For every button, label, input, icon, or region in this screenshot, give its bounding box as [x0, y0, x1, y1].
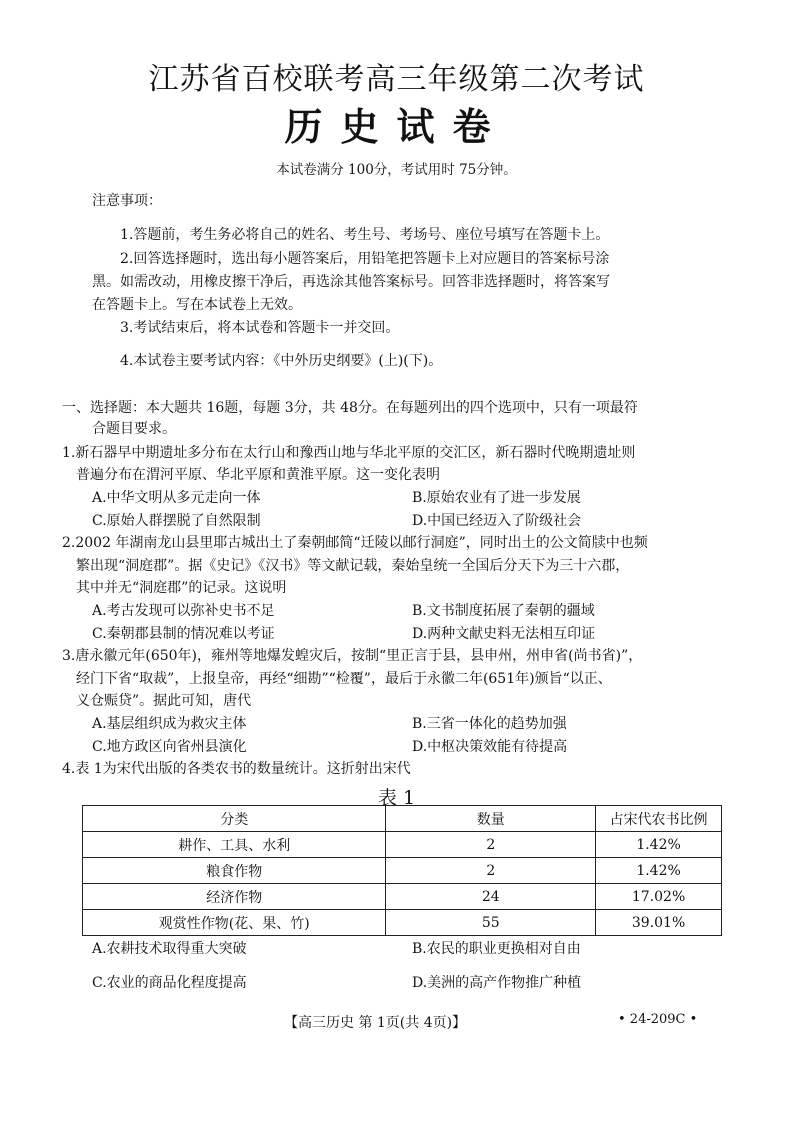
question-3-stem: 3.唐永徽元年(650年)，雍州等地爆发蝗灾后，按制“里正言于县，县申州，州申省(尚书省)”， — [62, 648, 643, 664]
table-cell: 17.02% — [596, 884, 722, 910]
question-1-stem: 普遍分布在渭河平原、华北平原和黄淮平原。这一变化表明 — [76, 467, 440, 483]
table-cell: 1.42% — [596, 832, 722, 858]
notice-heading: 注意事项： — [92, 193, 162, 209]
table-cell: 经济作物 — [83, 884, 386, 910]
section-heading-cont: 合题目要求。 — [92, 421, 176, 437]
question-2-stem: 繁出现“洞庭郡”。据《史记》《汉书》等文献记载，秦始皇统一全国后分天下为三十六郡， — [76, 558, 630, 574]
question-3-stem: 经门下省“取裁”，上报皇帝，再经“细勘”“检覆”，最后于永徽二年(651年)颁旨“以正、 — [76, 671, 612, 687]
question-3-stem: 义仓赈贷”。据此可知，唐代 — [76, 693, 252, 709]
table-cell: 24 — [386, 884, 596, 910]
question-1-option-d: D.中国已经迈入了阶级社会 — [412, 513, 582, 529]
table-header-cell: 占宋代农书比例 — [596, 806, 722, 832]
table-header-row — [83, 806, 722, 832]
question-2-option-d: D.两种文献史料无法相互印证 — [412, 626, 596, 642]
table-row — [83, 832, 722, 858]
notice-line: 3.考试结束后，将本试卷和答题卡一并交回。 — [120, 320, 400, 336]
table-cell: 39.01% — [596, 910, 722, 936]
table-cell: 观赏性作物(花、果、竹) — [83, 910, 386, 936]
notice-line: 2.回答选择题时，选出每小题答案后，用铅笔把答题卡上对应题目的答案标号涂 — [120, 251, 610, 267]
section-heading: 一、选择题：本大题共 16题，每题 3分，共 48分。在每题列出的四个选项中，只有一项最符 — [62, 400, 638, 416]
notice-line: 黑。如需改动，用橡皮擦干净后，再选涂其他答案标号。回答非选择题时，将答案写 — [92, 274, 610, 290]
question-2-stem: 其中并无“洞庭郡”的记录。这说明 — [76, 580, 287, 596]
table-row — [83, 858, 722, 884]
table-cell: 2 — [386, 832, 596, 858]
table-cell: 55 — [386, 910, 596, 936]
table-cell: 耕作、工具、水利 — [83, 832, 386, 858]
page-footer: 【高三历史 第 1页(共 4页)】 — [284, 1015, 467, 1031]
question-1-stem: 1.新石器早中期遗址多分布在太行山和豫西山地与华北平原的交汇区，新石器时代晚期遗址则 — [62, 445, 636, 461]
question-2-option-a: A.考古发现可以弥补史书不足 — [92, 603, 275, 619]
question-3-option-d: D.中枢决策效能有待提高 — [412, 739, 568, 755]
question-1-option-b: B.原始农业有了进一步发展 — [412, 490, 581, 506]
question-3-option-a: A.基层组织成为救灾主体 — [92, 716, 247, 732]
question-2-option-c: C.秦朝郡县制的情况难以考证 — [92, 626, 275, 642]
question-1-option-a: A.中华文明从多元走向一体 — [92, 490, 261, 506]
paper-code: • 24-209C • — [618, 1012, 698, 1027]
table-cell: 粮食作物 — [83, 858, 386, 884]
table-row — [83, 910, 722, 936]
question-4-stem: 4.表 1为宋代出版的各类农书的数量统计。这折射出宋代 — [62, 761, 411, 777]
data-table — [82, 805, 722, 936]
question-3-option-c: C.地方政区向省州县演化 — [92, 739, 247, 755]
question-3-option-b: B.三省一体化的趋势加强 — [412, 716, 567, 732]
notice-line: 1.答题前，考生务必将自己的姓名、考生号、考场号、座位号填写在答题卡上。 — [120, 227, 610, 243]
question-2-stem: 2.2002 年湖南龙山县里耶古城出土了秦朝邮简“迁陵以邮行洞庭”，同时出土的公文简牍中也频 — [62, 535, 648, 551]
table-header-cell: 数量 — [386, 806, 596, 832]
table-caption: 表 1 — [377, 787, 416, 809]
exam-info: 本试卷满分 100分，考试用时 75分钟。 — [276, 162, 517, 178]
question-4-option-d: D.美洲的高产作物推广种植 — [412, 975, 582, 991]
question-4-option-b: B.农民的职业更换相对自由 — [412, 941, 581, 957]
question-4-option-c: C.农业的商品化程度提高 — [92, 975, 247, 991]
question-1-option-c: C.原始人群摆脱了自然限制 — [92, 513, 261, 529]
notice-line: 4.本试卷主要考试内容：《中外历史纲要》(上)(下)。 — [120, 353, 443, 369]
exam-title: 江苏省百校联考高三年级第二次考试 — [148, 62, 645, 97]
subject-title: 历史试卷 — [284, 104, 509, 149]
table-header-cell: 分类 — [83, 806, 386, 832]
question-2-option-b: B.文书制度拓展了秦朝的疆域 — [412, 603, 595, 619]
table-cell: 2 — [386, 858, 596, 884]
table-cell: 1.42% — [596, 858, 722, 884]
question-4-option-a: A.农耕技术取得重大突破 — [92, 941, 247, 957]
notice-line: 在答题卡上。写在本试卷上无效。 — [92, 297, 302, 313]
table-row — [83, 884, 722, 910]
